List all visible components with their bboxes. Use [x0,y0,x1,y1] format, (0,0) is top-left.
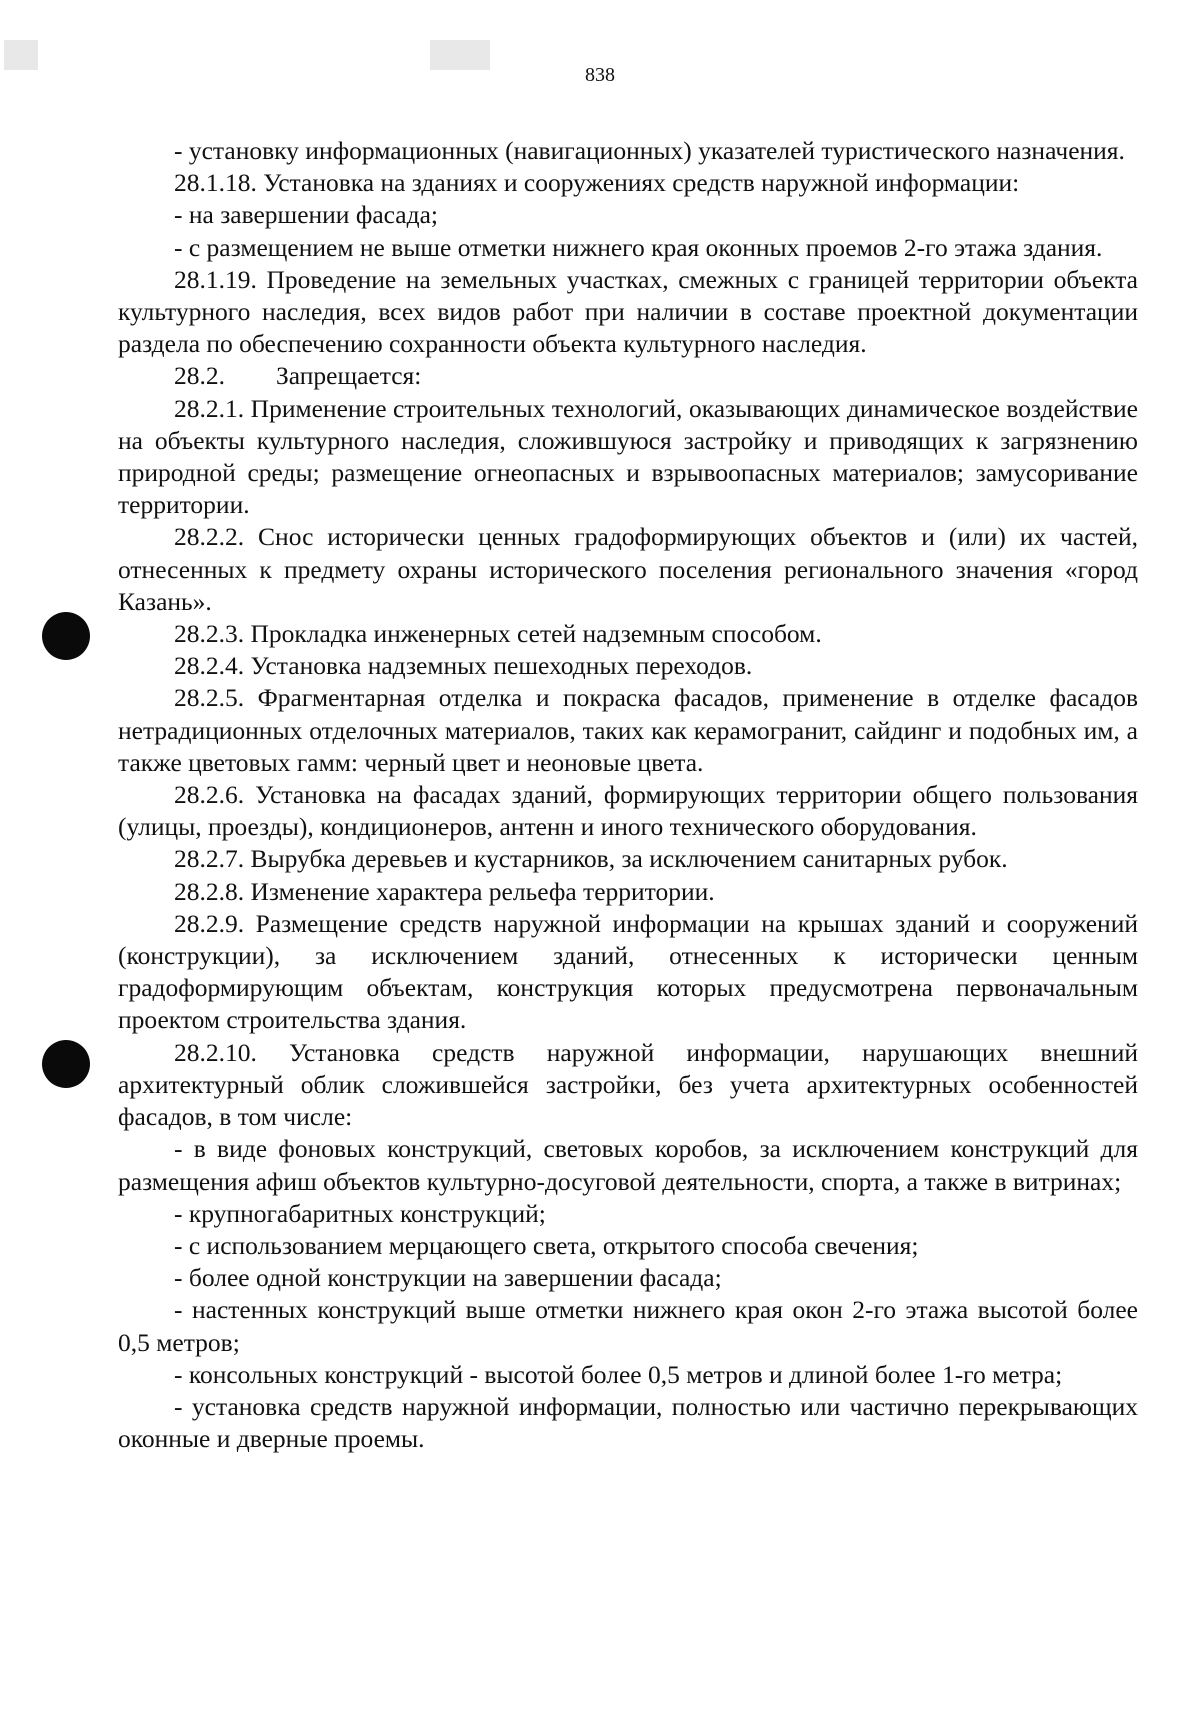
paragraph: 28.2.7. Вырубка деревьев и кустарников, за исключением санитарных рубок. [174,844,1008,874]
paragraph: 28.2.9. Размещение средств наружной информации на крышах зданий и сооружений (конструкции), за исключением зданий, отнесенных к исторически ценным градоформирующим объектам, конструкция которых предусмотрена первоначальным проектом строительства здания. [118,908,1138,1035]
paragraph: - консольных конструкций - высотой более 0,5 метров и длиной более 1-го метра; [174,1359,1063,1389]
paragraph: 28.2.8. Изменение характера рельефа территории. [174,876,715,906]
paragraph: 28.2.5. Фрагментарная отделка и покраска фасадов, применение в отделке фасадов нетрадиционных отделочных материалов, таких как керамогранит, сайдинг и подобных им, а также цветовых гамм: черный цвет и неоновые цвета. [118,683,1138,777]
punch-hole-mark [42,612,90,660]
paragraph: - крупногабаритных конструкций; [174,1198,546,1228]
document-body [118,135,1138,1455]
paragraph: 28.2. Запрещается: [174,361,422,391]
paragraph: - с размещением не выше отметки нижнего края оконных проемов 2-го этажа здания. [174,232,1103,262]
paragraph: - в виде фоновых конструкций, световых коробов, за исключением конструкций для размещения афиш объектов культурно-досуговой деятельности, спорта, а также в витринах; [118,1134,1138,1196]
paragraph: - установку информационных (навигационных) указателей туристического назначения. [174,136,1125,165]
paragraph: 28.2.6. Установка на фасадах зданий, формирующих территории общего пользования (улицы, проезды), кондиционеров, антенн и иного технического оборудования. [118,780,1138,842]
paragraph: - с использованием мерцающего света, открытого способа свечения; [174,1230,919,1260]
punch-hole-mark [42,1040,90,1088]
paragraph: - более одной конструкции на завершении фасада; [174,1263,722,1293]
paragraph: 28.2.10. Установка средств наружной информации, нарушающих внешний архитектурный облик сложившейся застройки, без учета архитектурных особенностей фасадов, в том числе: [118,1037,1138,1132]
page-number: 838 [585,64,615,86]
paragraph: - настенных конструкций выше отметки нижнего края окон 2-го этажа высотой более 0,5 метров; [118,1295,1138,1357]
paragraph: - установка средств наружной информации, полностью или частично перекрывающих оконные и дверные проемы. [118,1391,1138,1454]
paragraph: 28.1.19. Проведение на земельных участках, смежных с границей территории объекта культурного наследия, всех видов работ при наличии в составе проектной документации раздела по обеспечению сохранности объекта культурного наследия. [118,264,1138,359]
paragraph: 28.2.1. Применение строительных технологий, оказывающих динамическое воздействие на объекты культурного наследия, сложившуюся застройку и приводящих к загрязнению природной среды; размещение огнеопасных и взрывоопасных материалов; замусоривание территории. [118,393,1138,520]
paragraph: 28.2.2. Снос исторически ценных градоформирующих объектов и (или) их частей, отнесенных к предмету охраны исторического поселения регионального значения «город Казань». [118,522,1138,616]
paragraph: 28.2.4. Установка надземных пешеходных переходов. [174,651,753,681]
paragraph: 28.2.3. Прокладка инженерных сетей надземным способом. [174,619,822,649]
paragraph: 28.1.18. Установка на зданиях и сооружениях средств наружной информации: [174,168,1020,198]
paragraph: - на завершении фасада; [174,200,438,230]
